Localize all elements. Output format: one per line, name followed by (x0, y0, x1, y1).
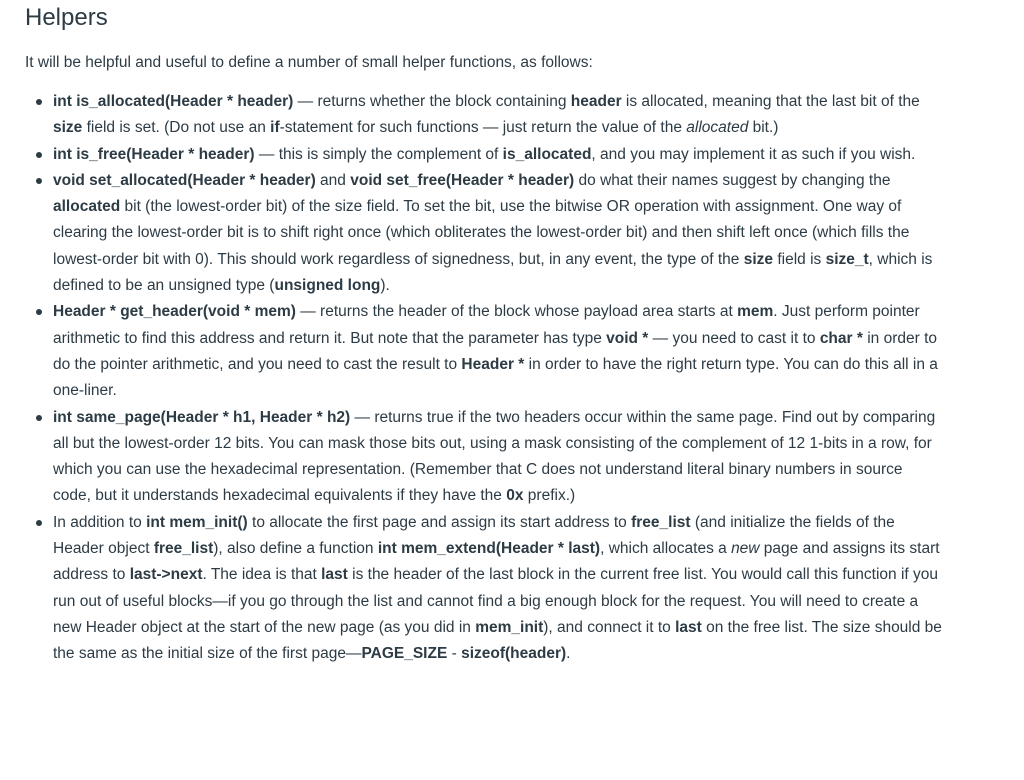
bold-code-text: if (270, 119, 280, 137)
item-text: ), and connect it to (543, 618, 676, 636)
item-text: is allocated, meaning that the last bit of the (621, 93, 920, 110)
item-text: In addition to (53, 513, 147, 531)
item-text: on the free list. The size should be the same as the initial size of the first page— (53, 618, 942, 663)
bold-code-text: Header * (461, 355, 525, 373)
section-heading: Helpers (25, 4, 108, 31)
bold-code-text: unsigned long (274, 277, 381, 295)
bold-code-text: last (675, 618, 702, 636)
item-text: field is (773, 250, 826, 268)
bold-code-text: size (53, 119, 83, 137)
item-text: — returns true if the two headers occur within the same page. Find out by comparing all but the lowest-order 12 bits. You can mask those bits out, using a mask consisting of the complement of 12 1-bits in a row, for which you can use the hexadecimal representation. (Remember that C does not understand literal binary numbers in source code, but it understands hexadecimal equivalents if they have the (53, 408, 936, 505)
bold-code-text: free_list (153, 540, 214, 558)
item-text: to allocate the first page and assign its start address to (247, 513, 632, 531)
bold-code-text: void set_allocated(Header * header) (53, 171, 316, 189)
item-text: do what their names suggest by changing the (574, 171, 891, 189)
bold-code-text: void * (606, 329, 649, 347)
item-text: — you need to cast it to (648, 329, 820, 347)
bold-code-text: int same_page(Header * h1, Header * h2) (53, 408, 351, 426)
bold-code-text: int is_allocated(Header * header) (53, 93, 294, 110)
bold-code-text: last (321, 566, 348, 584)
item-text: bit (the lowest-order bit) of the size field. To set the bit, use the bitwise OR operation with assignment. One way of clearing the lowest-order bit is to shift right once (which obliterates the lowest-order bit) and then shift left once (which fills the lowest-order bit with 0). This should work regardless of signedness, but, in any event, the type of the (53, 198, 910, 268)
item-text: ), also define a function (213, 540, 378, 558)
item-text: - (447, 645, 462, 663)
item-text: , which is defined to be an unsigned type ( (53, 250, 933, 295)
item-text: and (315, 171, 351, 189)
helper-list-item (53, 510, 943, 668)
item-text: is the header of the last block in the current free list. You would call this function if you run out of useful blocks—if you go through the list and cannot find a big enough block for the request. You will need to create a new Header object at the start of the new page (as you did in (53, 566, 939, 636)
helper-list-item (53, 142, 943, 168)
italic-text: allocated (686, 119, 749, 137)
bold-code-text: char * (819, 329, 863, 347)
item-text: ). (380, 277, 390, 295)
bold-code-text: int mem_extend(Header * last) (377, 540, 601, 558)
bold-code-text: int is_free(Header * header) (53, 145, 255, 163)
bold-code-text: void set_free(Header * header) (350, 171, 575, 189)
helper-list-item (53, 89, 943, 142)
item-text: . Just perform pointer arithmetic to find this address and return it. But note that the parameter has type (53, 303, 920, 347)
item-text: . The idea is that (202, 566, 322, 584)
item-text: (and initialize the fields of the Header object (53, 513, 895, 558)
helper-list-item (53, 168, 943, 299)
helper-list-item (53, 299, 943, 404)
helper-function-list (25, 89, 943, 668)
bold-code-text: Header * get_header(void * mem) (53, 303, 296, 321)
item-text: -statement for such functions — just return the value of the (279, 119, 687, 137)
bold-code-text: size_t (825, 250, 869, 268)
item-text: — returns the header of the block whose payload area starts at (295, 303, 738, 321)
item-text: in order to do the pointer arithmetic, and you need to cast the result to (53, 329, 938, 373)
item-text: prefix.) (523, 487, 576, 505)
bold-code-text: allocated (53, 198, 121, 216)
item-text: in order to have the right return type. You can do this all in a one-liner. (53, 355, 938, 400)
bold-code-text: header (570, 93, 622, 110)
item-text: — returns whether the block containing (293, 93, 571, 110)
item-text: — this is simply the complement of (254, 145, 503, 163)
item-text: bit.) (748, 119, 779, 137)
bold-code-text: PAGE_SIZE (361, 645, 448, 663)
item-text: , and you may implement it as such if you wish. (591, 145, 916, 163)
bold-code-text: free_list (631, 513, 691, 531)
item-text: field is set. (Do not use an (82, 119, 271, 137)
intro-paragraph: It will be helpful and useful to define a number of small helper functions, as follows: (25, 54, 593, 71)
bold-code-text: is_allocated (502, 145, 592, 163)
italic-text: new (731, 540, 760, 558)
helper-list-item (53, 405, 943, 510)
bold-code-text: mem_init (475, 618, 544, 636)
bold-code-text: sizeof(header) (461, 645, 567, 663)
bold-code-text: last->next (129, 566, 203, 584)
bold-code-text: int mem_init() (146, 513, 248, 531)
bold-code-text: 0x (506, 487, 524, 505)
item-text: page and assigns its start address to (53, 540, 940, 584)
bold-code-text: size (743, 250, 774, 268)
bold-code-text: mem (737, 303, 774, 321)
item-text: . (566, 645, 571, 663)
item-text: , which allocates a (600, 540, 732, 558)
